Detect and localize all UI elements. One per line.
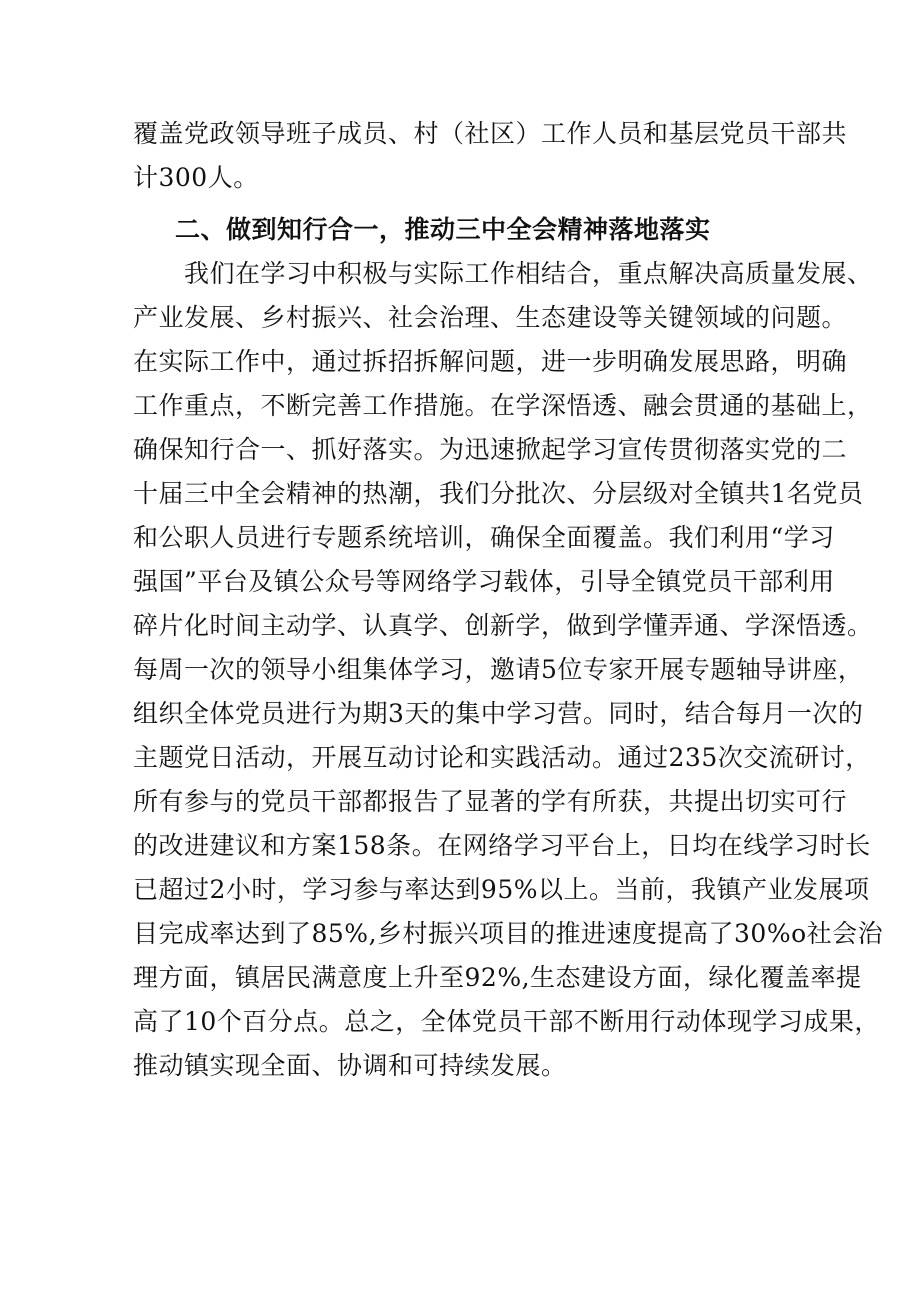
paragraph-line: 目完成率达到了85%,乡村振兴项目的推进速度提高了30%o社会治	[133, 919, 884, 948]
paragraph-line: 每周一次的领导小组集体学习，邀请5位专家开展专题轴导讲座，	[133, 655, 864, 684]
paragraph-line: 推动镇实现全面、协调和可持续发展。	[133, 1051, 567, 1080]
paragraph-line: 理方面，镇居民满意度上升至92%,生态建设方面，绿化覆盖率提	[133, 963, 862, 992]
paragraph-line: 的改进建议和方案158条。在网络学习平台上，日均在线学习时长	[133, 831, 871, 860]
paragraph-line: 高了10个百分点。总之，全体党员干部不断用行动体现学习成果，	[133, 1007, 880, 1036]
paragraph-line: 计300人。	[133, 163, 259, 192]
section-heading	[133, 208, 803, 252]
body-paragraph	[133, 252, 884, 1088]
paragraph-line: 十届三中全会精神的热潮，我们分批次、分层级对全镇共1名党员	[133, 479, 864, 508]
paragraph-line: 已超过2小时，学习参与率达到95%以上。当前，我镇产业发展项	[133, 875, 870, 904]
paragraph-line: 主题党日活动，开展互动讨论和实践活动。通过235次交流研讨，	[133, 743, 871, 772]
intro-paragraph	[133, 112, 848, 200]
section-heading-text: 二、做到知行合一，推动三中全会精神落地落实	[175, 215, 711, 244]
paragraph-line: 组织全体党员进行为期3天的集中学习营。同时，结合每月一次的	[133, 699, 864, 728]
paragraph-line: 和公职人员进行专题系统培训，确保全面覆盖。我们利用“学习	[133, 523, 835, 552]
paragraph-line: 工作重点，不断完善工作措施。在学深悟透、融会贯通的基础上，	[133, 391, 873, 420]
paragraph-line: 在实际工作中，通过拆招拆解问题，进一步明确发展思路，明确	[133, 347, 848, 376]
paragraph-line: 所有参与的党员干部都报告了显著的学有所获，共提出切实可行	[133, 787, 848, 816]
paragraph-line: 产业发展、乡村振兴、社会治理、生态建设等关键领域的问题。	[133, 303, 848, 332]
paragraph-line: 碎片化时间主动学、认真学、创新学，做到学懂弄通、学深悟透。	[133, 611, 873, 640]
paragraph-line: 强国”平台及镇公众号等网络学习载体，引导全镇党员干部利用	[133, 567, 835, 596]
paragraph-line: 覆盖党政领导班子成员、村（社区）工作人员和基层党员干部共	[133, 119, 848, 148]
paragraph-line: 我们在学习中积极与实际工作相结合，重点解决高质量发展、	[133, 259, 873, 288]
paragraph-line: 确保知行合一、抓好落实。为迅速掀起学习宣传贯彻落实党的二	[133, 435, 848, 464]
